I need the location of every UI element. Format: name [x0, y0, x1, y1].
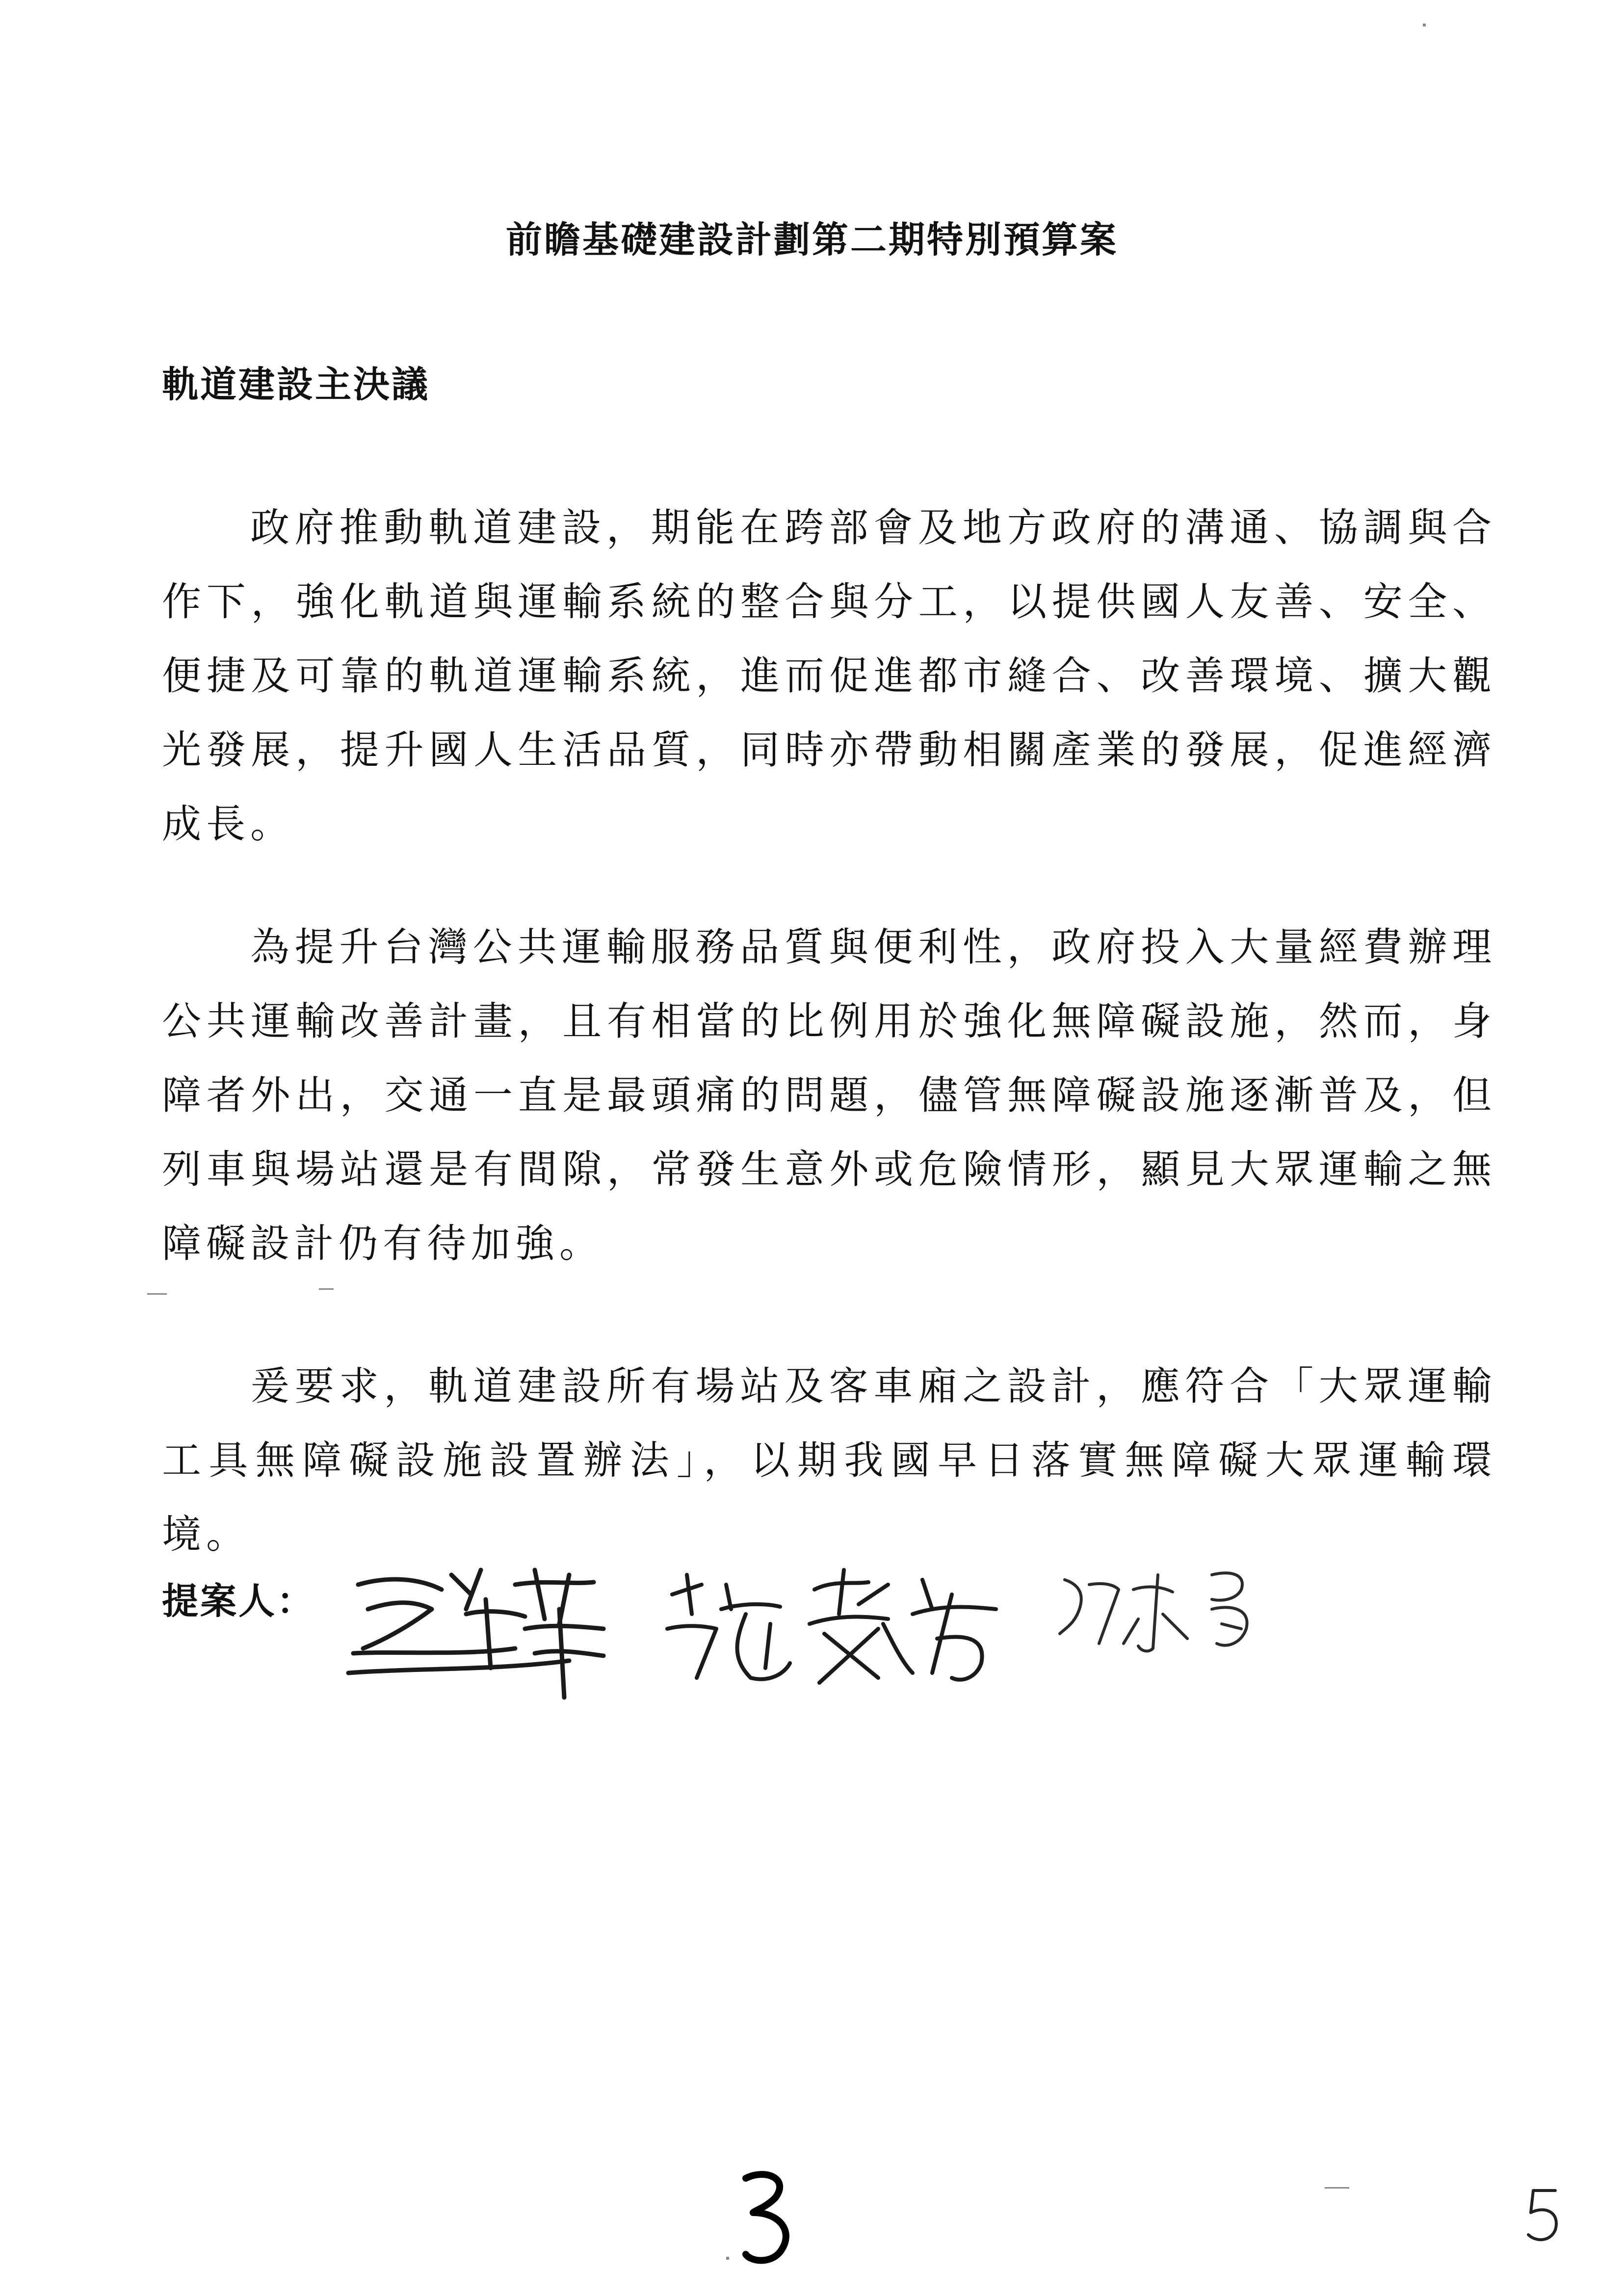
paragraph-2: 為提升台灣公共運輸服務品質與便利性，政府投入大量經費辦理公共運輸改善計畫，且有相當的比例用於強化無障礙設施，然而，身障者外出，交通一直是最頭痛的問題，儘管無障礙設施逐漸普及，但列車與場站還是有間隙，常發生意外或危險情形，顯見大眾運輸之無障礙設計仍有待加強。 [162, 924, 1496, 1266]
scan-speck [319, 1288, 334, 1290]
document-title: 前瞻基礎建設計劃第二期特別預算案 [506, 219, 1118, 261]
paragraph-3: 爰要求，軌道建設所有場站及客車廂之設計，應符合「大眾運輸工具無障礙設施設置辦法」，以期我國早日落實無障礙大眾運輸環境。 [162, 1363, 1496, 1557]
handwritten-page-number [731, 2164, 800, 2271]
scan-speck [147, 1293, 167, 1295]
scan-speck [1325, 2187, 1349, 2189]
proposer-label: 提案人： [162, 1580, 315, 1622]
proposer-block [162, 1555, 1388, 1702]
paragraph-1: 政府推動軌道建設，期能在跨部會及地方政府的溝通、協調與合作下，強化軌道與運輸系統的整合與分工，以提供國人友善、安全、便捷及可靠的軌道運輸系統，進而促進都市縫合、改善環境、擴大觀光發展，提升國人生活品質，同時亦帶動相關產業的發展，促進經濟成長。 [162, 505, 1496, 847]
scan-speck [1423, 24, 1426, 26]
signature-1 [339, 1555, 633, 1702]
scan-speck [726, 2257, 729, 2260]
signature-2 [657, 1555, 1011, 1702]
section-heading: 軌道建設主決議 [162, 364, 430, 406]
signature-3 [1045, 1555, 1320, 1683]
handwritten-corner-number [1521, 2183, 1565, 2247]
